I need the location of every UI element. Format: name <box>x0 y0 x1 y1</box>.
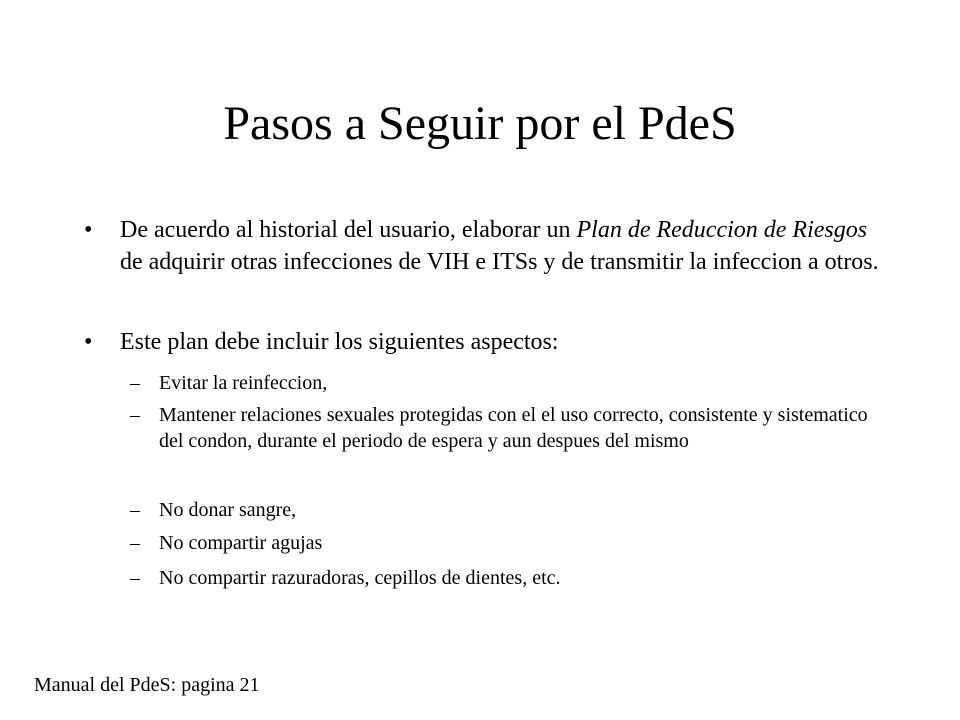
sub-item-no-blood-donation <box>130 497 870 523</box>
sub-item-text: Evitar la reinfeccion, <box>159 372 328 394</box>
slide-title: Pasos a Seguir por el PdeS <box>223 97 737 150</box>
bullet-text <box>120 214 884 278</box>
sub-item-dash: – <box>130 499 140 521</box>
sub-item-text: No compartir agujas <box>159 532 323 554</box>
bullet-text-emphasis: Plan de Reduccion de Riesgos <box>576 217 868 243</box>
footer-reference: Manual del PdeS: pagina 21 <box>34 674 260 696</box>
sub-item-text: No compartir razuradoras, cepillos de dientes, etc. <box>159 567 561 589</box>
sub-item-no-needle-sharing <box>130 530 870 556</box>
sub-item-text: Mantener relaciones sexuales protegidas con el el uso correcto, consistente y sistematico del condon, durante el periodo de espera y aun despues del mismo <box>159 404 868 452</box>
bullet-mark: • <box>84 329 93 355</box>
sub-item-dash: – <box>130 372 140 394</box>
sub-item-dash: – <box>130 532 140 554</box>
bullet-text-before: De acuerdo al historial del usuario, elaborar un <box>120 217 577 243</box>
bullet-text-after: de adquirir otras infecciones de VIH e ITSs y de transmitir la infeccion a otros. <box>120 249 879 275</box>
sub-item-no-personal-items-sharing <box>130 565 870 591</box>
bullet-reduction-plan <box>84 214 884 278</box>
bullet-plan-aspects <box>84 326 884 358</box>
bullet-mark: • <box>84 217 93 243</box>
sub-item-dash: – <box>130 404 140 426</box>
bullet-text: Este plan debe incluir los siguientes aspectos: <box>120 329 559 355</box>
sub-item-avoid-reinfection <box>130 370 870 396</box>
sub-item-protected-relations <box>130 402 870 454</box>
sub-item-dash: – <box>130 567 140 589</box>
sub-item-text: No donar sangre, <box>159 499 297 521</box>
